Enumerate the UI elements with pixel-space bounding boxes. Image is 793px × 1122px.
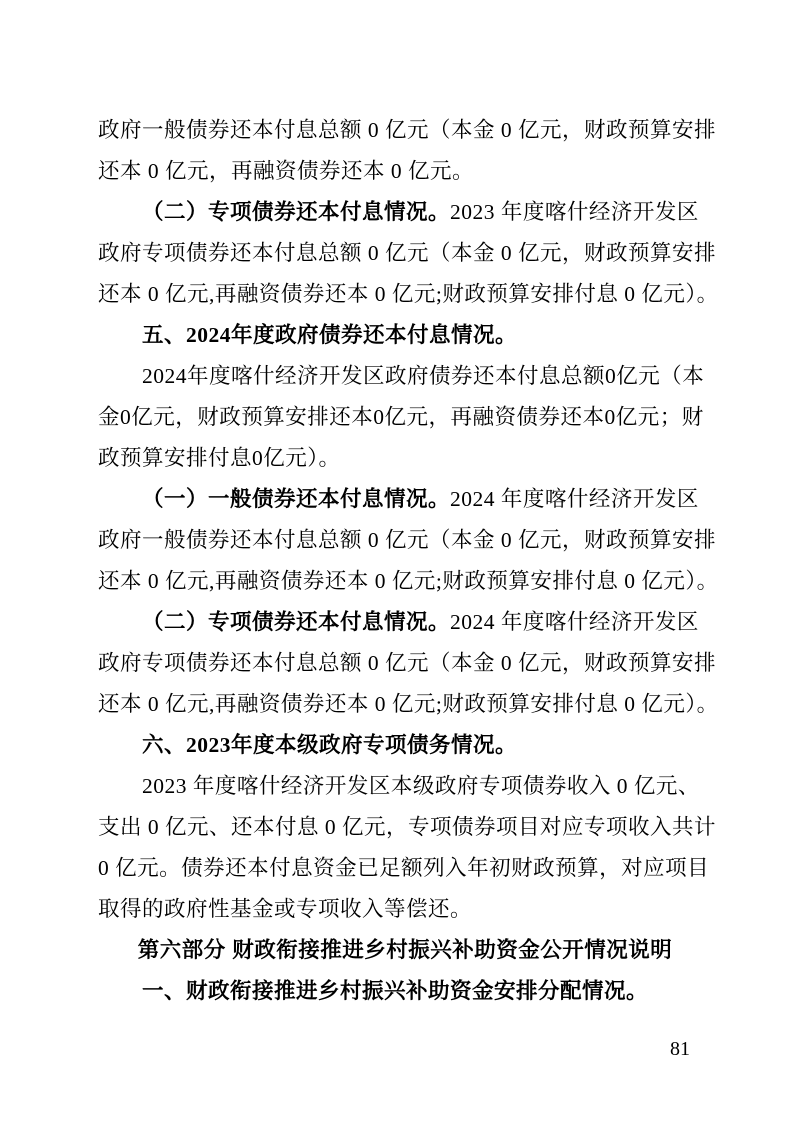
section-heading-line	[98, 602, 712, 643]
part-heading	[98, 930, 712, 971]
text-run: 还本 0 亿元,再融资债券还本 0 亿元;财政预算安排付息 0 亿元）。	[98, 282, 719, 306]
text-run: 五、2024年度政府债券还本付息情况。	[142, 323, 518, 347]
text-run: （一）一般债券还本付息情况。	[142, 487, 451, 511]
text-run: 2023 年度喀什经济开发区	[450, 200, 699, 224]
paragraph-line	[98, 233, 717, 274]
section-heading-line	[98, 192, 712, 233]
section-heading-line	[98, 479, 712, 520]
text-run: 六、2023年度本级政府专项债务情况。	[142, 733, 518, 757]
text-run: 还本 0 亿元,再融资债券还本 0 亿元;财政预算安排付息 0 亿元）。	[98, 569, 719, 593]
section-heading-line	[98, 725, 712, 766]
text-run: 0 亿元。债券还本付息资金已足额列入年初财政预算，对应项目	[98, 856, 710, 880]
text-run: 取得的政府性基金或专项收入等偿还。	[98, 897, 473, 921]
paragraph-line	[98, 684, 719, 725]
section-heading-line	[98, 315, 712, 356]
text-run: 政府一般债券还本付息总额 0 亿元（本金 0 亿元，财政预算安排	[98, 528, 717, 552]
text-run: 还本 0 亿元，再融资债券还本 0 亿元。	[98, 159, 475, 183]
paragraph-line	[98, 889, 712, 930]
text-run: 一、财政衔接推进乡村振兴补助资金安排分配情况。	[142, 979, 649, 1003]
text-run: （二）专项债券还本付息情况。	[142, 610, 451, 634]
text-run: 2024年度喀什经济开发区政府债券还本付息总额0亿元（本	[142, 364, 705, 388]
paragraph-line	[98, 397, 712, 438]
text-run: 2024 年度喀什经济开发区	[450, 610, 699, 634]
text-run: 还本 0 亿元,再融资债券还本 0 亿元;财政预算安排付息 0 亿元）。	[98, 692, 719, 716]
paragraph-line	[98, 766, 712, 807]
text-run: 政府专项债券还本付息总额 0 亿元（本金 0 亿元，财政预算安排	[98, 651, 717, 675]
paragraph-line	[98, 561, 719, 602]
text-run: 2024 年度喀什经济开发区	[450, 487, 699, 511]
paragraph-line	[98, 520, 717, 561]
document-body	[98, 110, 719, 1012]
paragraph-line	[98, 848, 712, 889]
paragraph-line	[98, 274, 719, 315]
text-run: （二）专项债券还本付息情况。	[142, 200, 451, 224]
paragraph-line	[98, 110, 717, 151]
text-run: 政预算安排付息0亿元）。	[98, 446, 341, 470]
paragraph-line	[98, 643, 717, 684]
text-run: 支出 0 亿元、还本付息 0 亿元，专项债券项目对应专项收入共计	[98, 815, 717, 839]
paragraph-line	[98, 151, 712, 192]
page-number: 81	[670, 1038, 690, 1060]
paragraph-line	[98, 356, 712, 397]
text-run: 金0亿元，财政预算安排还本0亿元，再融资债券还本0亿元；财	[98, 405, 704, 429]
text-run: 第六部分 财政衔接推进乡村振兴补助资金公开情况说明	[137, 938, 673, 962]
paragraph-line	[98, 438, 712, 479]
text-run: 政府一般债券还本付息总额 0 亿元（本金 0 亿元，财政预算安排	[98, 118, 717, 142]
paragraph-line	[98, 807, 717, 848]
section-heading-line	[98, 971, 712, 1012]
text-run: 2023 年度喀什经济开发区本级政府专项债券收入 0 亿元、	[142, 774, 700, 798]
text-run: 政府专项债券还本付息总额 0 亿元（本金 0 亿元，财政预算安排	[98, 241, 717, 265]
